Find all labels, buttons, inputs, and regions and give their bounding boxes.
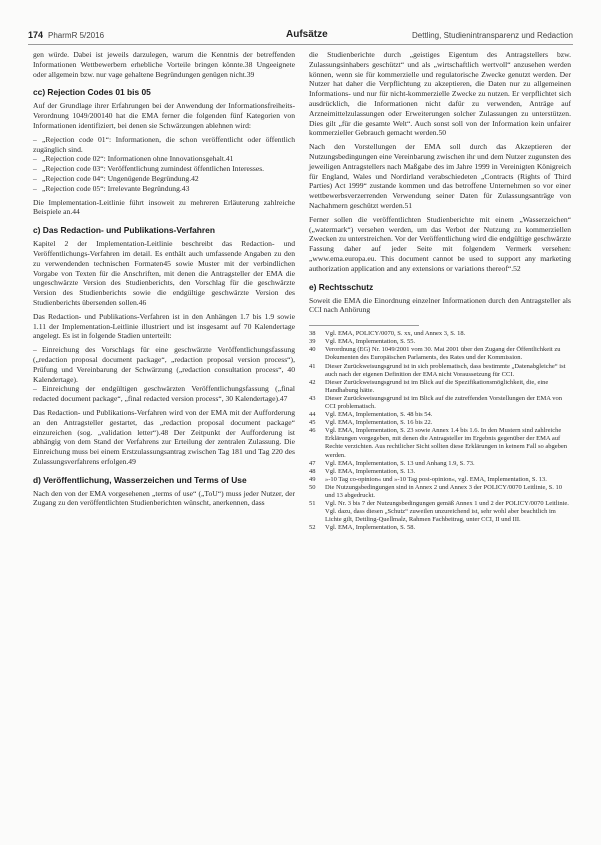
footnote-text: »-10 Tag co-opinion« und »-10 Tag post-opinion«, vgl. EMA, Implementation, S. 13. [325, 475, 547, 483]
section-title: Aufsätze [286, 29, 328, 40]
footnote-number: 51 [309, 500, 316, 508]
footnote-item [309, 330, 571, 338]
publication-paragraph: Nach den von der EMA vorgesehenen „terms of use“ („ToU“) muss jeder Nutzer, der Zugang zu den veröffentlichten Studienberichten wünscht, anerkennen, dass [33, 488, 295, 508]
list-item: – „Rejection code 03“: Veröffentlichung zumindest öffentlichen Interesses. [33, 164, 265, 174]
heading-redaction-procedure: c) Das Redaction- und Publikations-Verfahren [33, 225, 215, 236]
footnote-number: 41 [309, 362, 316, 370]
page-number: 174 [28, 30, 44, 40]
legal-protection-paragraph: Soweit die EMA die Einordnung einzelner Informationen durch den Antragsteller als CCI nach Anhörung [309, 295, 571, 315]
intro-paragraph: gen würde. Dabei ist jeweils darzulegen, warum die Kenntnis der betreffenden Informationen Wettbewerbern erhebliche Vorteile bringen könnte.38 Ungeeignete oder allgemein bzw. nur vage gehaltene Begründungen genügen nicht.39 [33, 50, 295, 79]
contracts-act-paragraph: Nach den Vorstellungen der EMA soll durch das Akzeptieren der Nutzungsbedingungen eine Vereinbarung zwischen ihr und dem Nutzer zugunsten des jeweiligen Antragstellers nach Maßgabe des im Jahre 1999 in Vereinigten Königreich für England, Wales und Nordirland verabschiedeten „Contracts (Rights of Third Parties) Act 1999“ zustande kommen und das betroffene Unternehmen so vor einer wettbewerbsverzerrenden Verwendung seiner Daten für Zulassungsanträge von Nachahmern geschützt werden.51 [309, 142, 571, 210]
footnote-number: 45 [309, 419, 316, 427]
list-item: – Einreichung des Vorschlags für eine geschwärzte Veröffentlichungsfassung („redaction proposal document package“, „redaction proposal version process“), Prüfung und Vereinbarung der Schwärzung („redaction consultation process“, 40 Kalendertage). [33, 345, 295, 384]
heading-rejection-codes: cc) Rejection Codes 01 bis 05 [33, 87, 151, 98]
footnote-item [309, 395, 571, 411]
footnote-text: Die Nutzungsbedingungen sind in Annex 2 und Annex 3 der POLICY/0070 Leitlinie, S. 10 und 13 abgedruckt. [325, 483, 563, 499]
footnote-text: Verordnung (EG) Nr. 1049/2001 vom 30. Mai 2001 über den Zugang der Öffentlichkeit zu Dokumenten des Europäischen Parlaments, des Rates und der Kommission. [325, 346, 561, 362]
footnote-text: Vgl. EMA, Implementation, S. 48 bis 54. [325, 411, 433, 419]
running-head: Dettling, Studienintransparenz und Redaction [412, 31, 573, 40]
footnote-number: 40 [309, 346, 316, 354]
terms-of-use-paragraph: die Studienberichte durch „geistiges Eigentum des Antragstellers bzw. Zulassungsinhabers geschützt“ und als „wirtschaftlich wertvoll“ anzusehen werden können, wenn sie für kommerzielle und regulatorische Zwecke genutzt werden. Der Nutzer hat daher die Verpflichtung zu akzeptieren, die Daten nur zu allgemeinen Informations- und nur für nicht-kommerzielle Zwecke zu nutzen. Er verpflichtet sich ausdrücklich, die Informationen nicht dafür zu verwenden, Anträge auf Arzneimittelzulassungen oder Erweiterungen solcher Zulassungen zu unterstützen. Dies gilt „für die gesamte Welt“. Auch sonst soll von der Information kein unfairer kommerzieller Gebrauch gemacht werden.50 [309, 50, 571, 138]
footnote-item [309, 363, 571, 379]
redaction-paragraph-3: Das Redaction- und Publikations-Verfahren wird von der EMA mit der Aufforderung an den Antragsteller gestartet, das „redaction proposal document package“ einzureichen (sog. „validation letter“).48 Der Zeitpunkt der Aufforderung ist abhängig von dem Stand der Verfahrens zur Erteilung der zentralen Zulassung. Die Einreichung muss bei einem Erstzulassungsantrag zwischen Tag 181 und Tag 220 des Zulassungsverfahrens erfolgen.49 [33, 407, 295, 466]
footnote-text: Vgl. EMA, POLICY/0070, S. xx, und Annex 3, S. 18. [325, 330, 466, 338]
footnote-item [309, 419, 571, 427]
footnote-item [309, 427, 571, 459]
footnote-item [309, 338, 571, 346]
header-rule [28, 44, 573, 45]
footnote-text: Dieser Zurückweisungsgrund ist in sich problematisch, dass bestimmte „Datenabgleiche“ ist auch nach der eigenen Definition der EMA nicht Voraussetzung für CCI. [325, 362, 566, 378]
list-item: – Einreichung der endgültigen geschwärzten Veröffentlichungsfassung („final redacted document package“, „final redacted version process“, 30 Kalendertage).47 [33, 384, 295, 404]
footnote-number: 49 [309, 475, 316, 483]
footnote-item [309, 379, 571, 395]
heading-legal-protection: e) Rechtsschutz [309, 281, 374, 292]
watermark-paragraph: Ferner sollen die veröffentlichten Studienberichte mit einem „Wasserzeichen“ („watermark“) versehen werden, um das Verbot der Nutzung zu kommerziellen Zwecken zu unterstreichen. Vor der Veröffentlichung wird die endgültige geschwärzte Fassung daher auf jeder Seite mit folgendem Vermerk versehen: „www.ema.europa.eu. This document cannot be used to support any marketing authorization application and any extensions or variations thereof“.52 [309, 214, 571, 273]
rejection-codes-list [33, 135, 295, 194]
footnote-rule [309, 325, 419, 326]
rejection-codes-closing: Die Implementation-Leitlinie führt insoweit zu mehreren Erläuterung zahlreiche Beispiele an.44 [33, 197, 295, 217]
footnote-item [309, 411, 571, 419]
heading-publication-watermark: d) Veröffentlichung, Wasserzeichen und Terms of Use [33, 474, 247, 485]
footnote-text: Vgl. EMA, Implementation, S. 58. [325, 524, 416, 532]
footnote-item [309, 346, 571, 362]
footnote-item [309, 460, 571, 468]
footnote-text: Vgl. EMA, Implementation, S. 16 bis 22. [325, 419, 433, 427]
footnotes-list [309, 330, 571, 532]
footnote-item [309, 468, 571, 476]
footnote-text: Vgl. EMA, Implementation, S. 55. [325, 338, 416, 346]
footnote-number: 38 [309, 330, 316, 338]
footnote-number: 42 [309, 378, 316, 386]
list-item: – „Rejection code 05“: Irrelevante Begründung.43 [33, 183, 190, 193]
redaction-stages-list [33, 345, 295, 404]
list-item: – „Rejection code 02“: Informationen ohne Innovationsgehalt.41 [33, 154, 234, 164]
redaction-paragraph-1: Kapitel 2 der Implementation-Leitlinie beschreibt das Redaction- und Veröffentlichungs-Verfahren im detail. Es enthält auch umfassende Angaben zu den zu verwendenden technischen Formaten45 sowie Muster mit der verbindlichen Vorgabe von Texten für die Anschriften, mit denen die Antragsteller der EMA die ungeschwärzte Version des Studienberichts, den Vorschlag für die geschwärzte Version des Studienberichts sowie die endgültige geschwärzte Version des Studienberichts übersenden sollen.46 [33, 239, 295, 307]
journal-citation: PharmR 5/2016 [48, 31, 105, 40]
footnote-number: 48 [309, 467, 316, 475]
left-column [33, 50, 295, 512]
footnote-item [309, 524, 571, 532]
footnote-text: Vgl. Nr. 3 bis 7 der Nutzungsbedingungen gemäß Annex 1 und 2 der POLICY/0070 Leitlinie. Vgl. dazu, dass diesen „Schutz“ zuweilen unzureichend ist, sehr wohl aber beachtlich im Lichte gilt, Dettling-Quellmalz, Rahmen Fachbeitrag, unter CCI, II und III. [325, 500, 569, 524]
footnote-item [309, 500, 571, 524]
footnote-item [309, 484, 571, 500]
footnote-number: 50 [309, 483, 316, 491]
footnote-text: Dieser Zurückweisungsgrund ist im Blick auf die zutreffenden Vorstellungen der EMA von CCI problematisch. [325, 394, 563, 410]
footnote-text: Dieser Zurückweisungsgrund ist im Blick auf die Spezifikationsmöglichkeit, die, eine Handhabung hätte. [325, 378, 549, 394]
footnote-number: 46 [309, 427, 316, 435]
right-column [309, 50, 571, 532]
rejection-codes-intro: Auf der Grundlage ihrer Erfahrungen bei der Anwendung der Informationsfreiheits-Verordnung 1049/200140 hat die EMA ferner die folgenden fünf Kategorien von Informationen identifiziert, bei denen sie Schwärzungen ablehnen wird: [33, 101, 295, 130]
page-header [28, 30, 573, 44]
footnote-text: Vgl. EMA, Implementation, S. 23 sowie Annex 1.4 bis 1.6. In den Mustern sind zahlreiche Erklärungen vorgegeben, mit denen die Antragsteller im Ergebnis gegenüber der EMA auf Rechte verzichten. Aus rechtlicher Sicht sollten diese Erklärungen in keinem Fall so abgeben werden. [325, 427, 568, 459]
footnote-number: 47 [309, 459, 316, 467]
footnote-number: 39 [309, 338, 316, 346]
list-item: – „Rejection code 01“: Informationen, die schon veröffentlicht oder öffentlich zugänglich sind. [33, 134, 295, 154]
footnote-text: Vgl. EMA, Implementation, S. 13 und Anhang 1.9, S. 73. [325, 459, 475, 467]
footnote-number: 43 [309, 394, 316, 402]
footnote-number: 44 [309, 411, 316, 419]
footnote-number: 52 [309, 524, 316, 532]
list-item: – „Rejection code 04“: Ungenügende Begründung.42 [33, 173, 199, 183]
redaction-paragraph-2: Das Redaction- und Publikations-Verfahren ist in den Anhängen 1.7 bis 1.9 sowie 1.11 der Implementation-Leitlinie illustriert und ist insgesamt auf 70 Kalendertage angelegt. Es ist in folgende Stadien unterteilt: [33, 311, 295, 341]
footnote-text: Vgl. EMA, Implementation, S. 13. [325, 467, 416, 475]
footnote-item [309, 476, 571, 484]
